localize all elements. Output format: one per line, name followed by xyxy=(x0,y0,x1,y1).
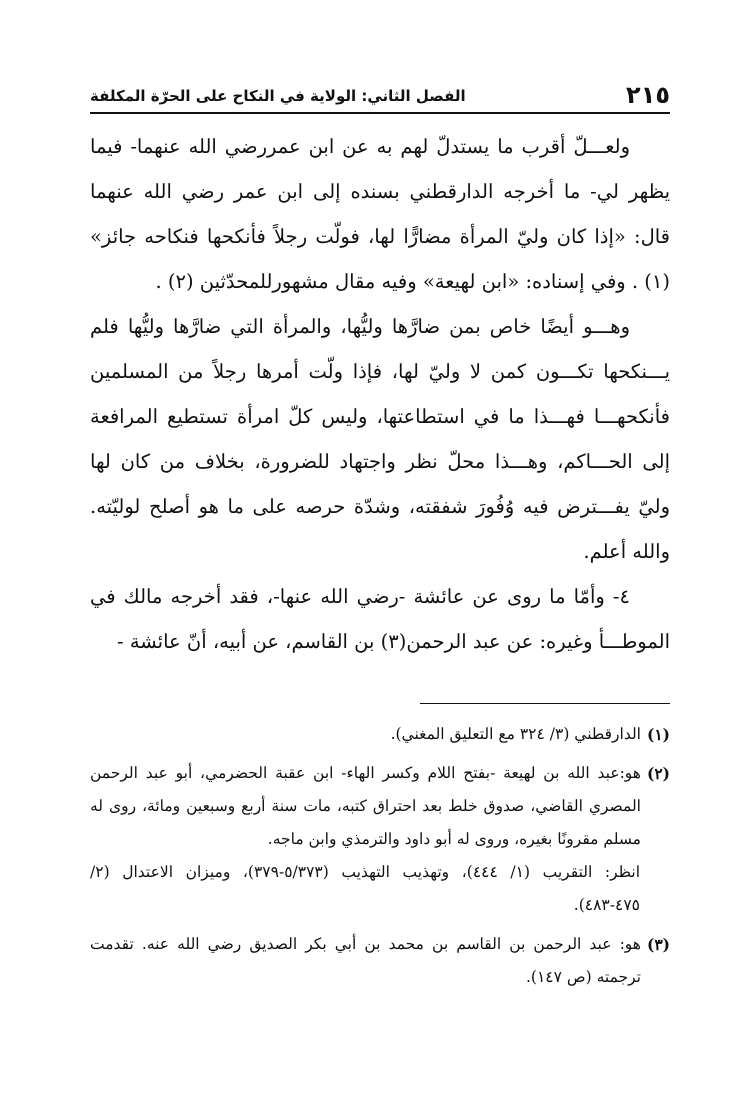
footnote-divider xyxy=(420,703,670,704)
footnote-2-continuation: انظر: التقريب (١/ ٤٤٤)، وتهذيب التهذيب (٥/٣٧٣-٣٧٩)، وميزان الاعتدال (٢/ ٤٧٥-٤٨٣). xyxy=(90,863,640,914)
main-text xyxy=(90,124,670,664)
page-header xyxy=(90,78,670,114)
footnotes xyxy=(90,718,670,994)
footnote-1-text: الدارقطني (٣/ ٣٢٤ مع التعليق المغني). xyxy=(390,725,641,743)
paragraph-2: وهـــو أيضًا خاص بمن ضارَّها وليُّها، والمرأة التي ضارَّها وليُّها فلم يـــنكحها تكـــون كمن لا وليّ لها، فإذا ولّت أمرها رجلاً من المسلمين فأنكحهـــا فهـــذا ما في استطاعتها، وليس كلّ امرأة تستطيع المرافعة إلى الحـــاكم، وهـــذا محلّ نظر واجتهاد للضرورة، بخلاف من كان لها وليّ يفـــترض فيه وُفُورَ شفقته، وشدّة حرصه على ما هو أصلح لوليّته. والله أعلم. xyxy=(90,315,670,563)
page-number: ٢١٥ xyxy=(626,81,670,109)
footnote-3-number: (٣) xyxy=(646,935,670,954)
paragraph-1: ولعـــلّ أقرب ما يستدلّ لهم به عن ابن عمررضي الله عنهما- فيما يظهر لي- ما أخرجه الدارقطني بسنده إلى ابن عمر رضي الله عنهما قال: «إذا كان وليّ المرأة مضارًّا لها، فولّت رجلاً فأنكحها فنكاحه جائز» (١) . وفي إسناده: «ابن لهيعة» وفيه مقال مشهورللمحدّثين (٢) . xyxy=(90,135,670,293)
footnote-3-text: هو: عبد الرحمن بن القاسم بن محمد بن أبي بكر الصديق رضي الله عنه. تقدمت ترجمته (ص ١٤٧). xyxy=(90,935,641,986)
paragraph-3: ٤- وأمّا ما روى عن عائشة -رضي الله عنها-، فقد أخرجه مالك في الموطـــأ وغيره: عن عبد الرحمن(٣) بن القاسم، عن أبيه، أنّ عائشة - xyxy=(90,585,670,653)
footnote-1-number: (١) xyxy=(646,725,670,744)
footnote-2-number: (٢) xyxy=(646,764,670,783)
footnote-1 xyxy=(90,718,670,751)
footnote-2-text: هو:عبد الله بن لهيعة -بفتح اللام وكسر الهاء- ابن عقبة الحضرمي، أبو عبد الرحمن المصري القاضي، صدوق خلط بعد احتراق كتبه، مات سنة أربع وسبعين ومائة، روى له مسلم مقرونًا بغيره، وروى له أبو داود والترمذي وابن ماجه. xyxy=(90,764,641,848)
running-title: الفصل الثاني: الولاية في النكاح على الحرّة المكلفة xyxy=(90,87,466,105)
footnote-3 xyxy=(90,928,670,994)
footnote-2 xyxy=(90,757,670,856)
